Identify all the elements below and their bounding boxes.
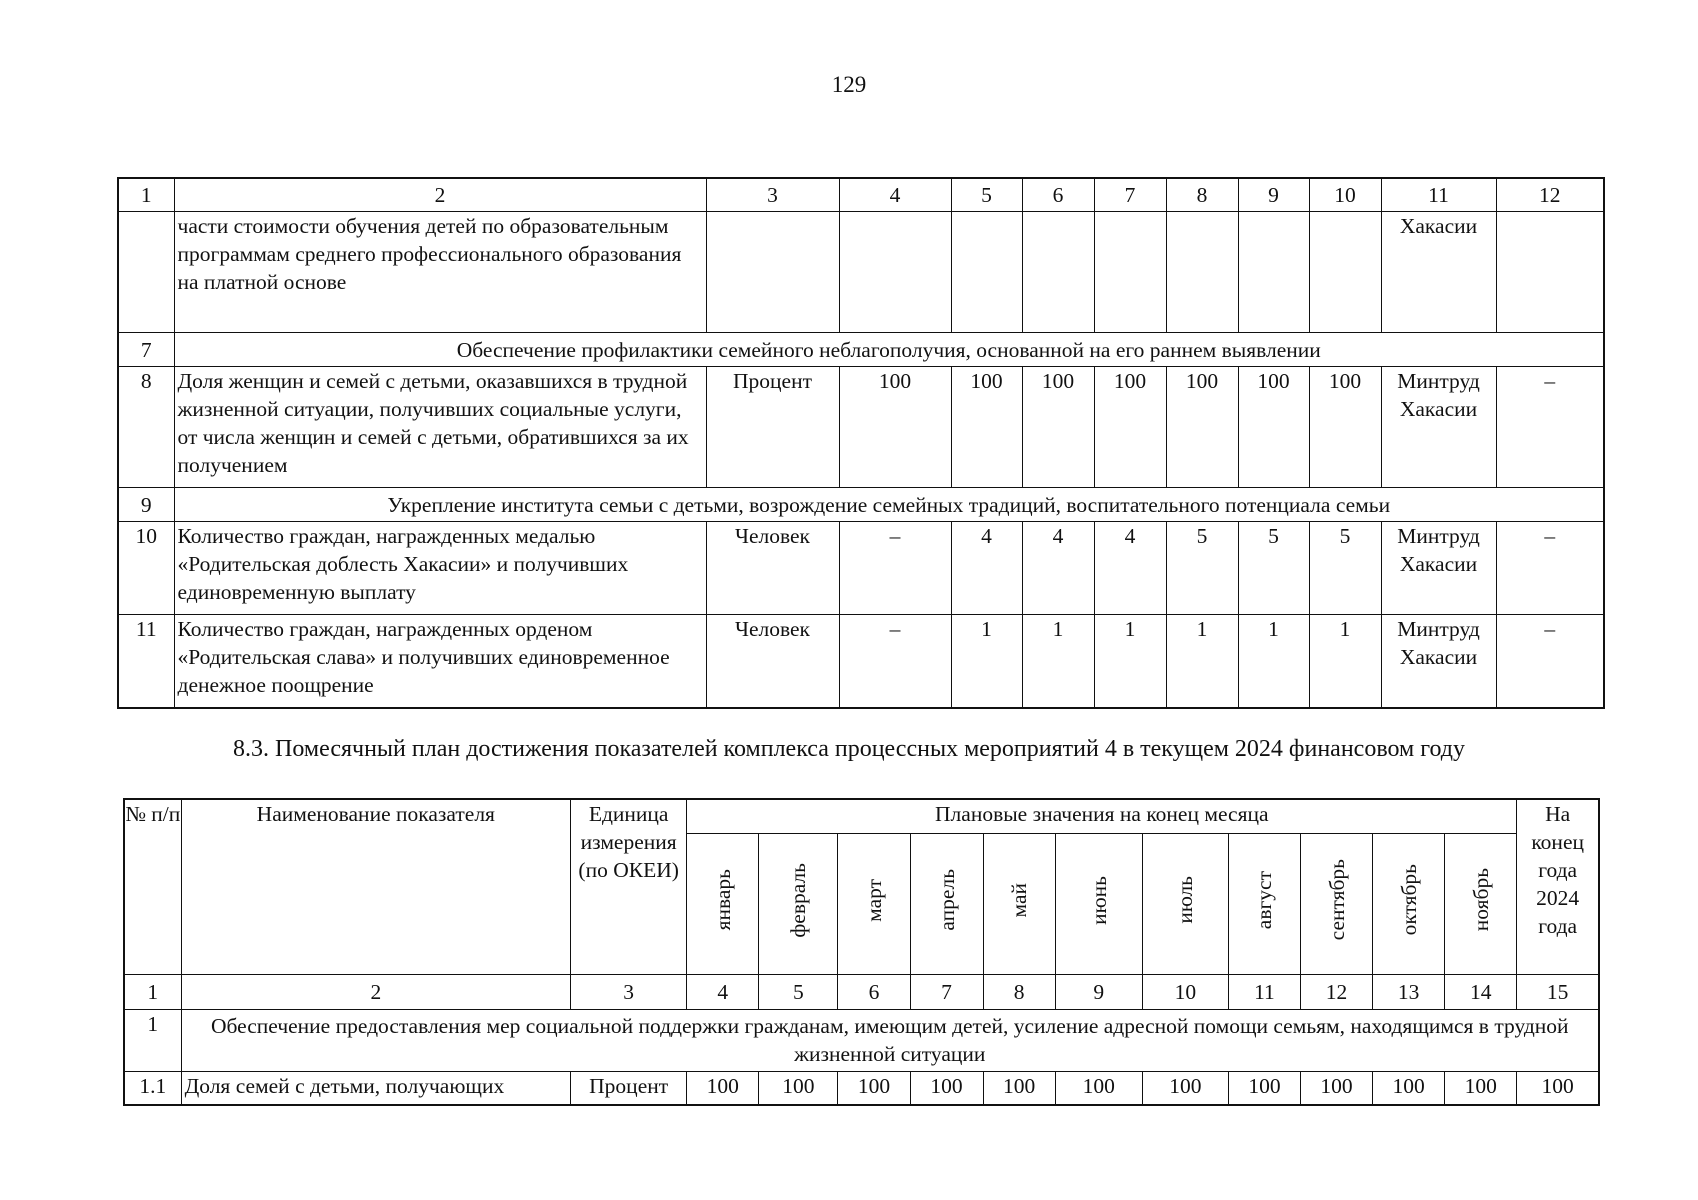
col-header-unit: Единица измерения (по ОКЕИ): [571, 799, 687, 974]
value-cell: 100: [951, 367, 1022, 488]
indicator-name-cell: части стоимости обучения детей по образовательным программам среднего профессионального образования на платной основе: [174, 212, 706, 333]
value-cell: 100: [687, 1071, 759, 1105]
unit-cell: Человек: [706, 522, 839, 615]
value-cell: 100: [1517, 1071, 1599, 1105]
value-cell: 100: [1055, 1071, 1142, 1105]
column-number: 13: [1373, 974, 1445, 1009]
value-cell: 4: [1094, 522, 1166, 615]
column-number: 1: [124, 974, 181, 1009]
indicator-name-cell: Доля семей с детьми, получающих: [181, 1071, 571, 1105]
table-row: [124, 1071, 1599, 1105]
monthly-plan-table: [123, 798, 1600, 1106]
month-header: май: [983, 833, 1055, 974]
value-cell: 5: [1309, 522, 1381, 615]
value-cell: 100: [983, 1071, 1055, 1105]
month-header: август: [1228, 833, 1300, 974]
column-number: 8: [983, 974, 1055, 1009]
indicators-table: [117, 177, 1605, 709]
row-num-cell: 11: [118, 615, 174, 708]
row-num-cell: 9: [118, 488, 174, 522]
value-cell: 100: [1445, 1071, 1517, 1105]
table-row: [118, 522, 1604, 615]
value-cell: –: [839, 615, 951, 708]
header-cell: 4: [839, 178, 951, 212]
section-title-cell: Обеспечение предоставления мер социальной поддержки гражданам, имеющим детей, усиление адресной помощи семьям, находящимся в трудной жизненной ситуации: [181, 1009, 1599, 1071]
column-number: 6: [838, 974, 910, 1009]
unit-cell: Человек: [706, 615, 839, 708]
table-header-row: [124, 799, 1599, 833]
value-cell: 1: [951, 615, 1022, 708]
section-row: [118, 333, 1604, 367]
info-system-cell: –: [1496, 522, 1604, 615]
row-num-cell: 1: [124, 1009, 181, 1071]
agency-cell: Минтруд Хакасии: [1381, 615, 1496, 708]
value-cell: 100: [1166, 367, 1238, 488]
header-cell: 12: [1496, 178, 1604, 212]
month-header: февраль: [759, 833, 838, 974]
month-header: июль: [1142, 833, 1228, 974]
table-row: [118, 367, 1604, 488]
col-header-name: Наименование показателя: [181, 799, 571, 974]
month-header: апрель: [910, 833, 983, 974]
indicator-name-cell: Доля женщин и семей с детьми, оказавшихся в трудной жизненной ситуации, получивших социальные услуги, от числа женщин и семей с детьми, обратившихся за их получением: [174, 367, 706, 488]
value-cell: 100: [1228, 1071, 1300, 1105]
section-row: [118, 488, 1604, 522]
indicator-name-cell: Количество граждан, награжденных медалью «Родительская доблесть Хакасии» и получивших единовременную выплату: [174, 522, 706, 615]
row-num-cell: [118, 212, 174, 333]
value-cell: 100: [910, 1071, 983, 1105]
row-num-cell: 10: [118, 522, 174, 615]
header-cell: 11: [1381, 178, 1496, 212]
section-title-cell: Обеспечение профилактики семейного неблагополучия, основанной на его раннем выявлении: [174, 333, 1604, 367]
value-cell: 100: [1094, 367, 1166, 488]
value-cell: 100: [759, 1071, 838, 1105]
value-cell: 1: [1022, 615, 1094, 708]
value-cell: 5: [1166, 522, 1238, 615]
column-number: 2: [181, 974, 571, 1009]
value-cell: 1: [1166, 615, 1238, 708]
header-cell: 1: [118, 178, 174, 212]
value-cell: 100: [1309, 367, 1381, 488]
agency-cell: Минтруд Хакасии: [1381, 367, 1496, 488]
section-row: [124, 1009, 1599, 1071]
value-cell: 100: [1022, 367, 1094, 488]
info-system-cell: –: [1496, 367, 1604, 488]
header-cell: 6: [1022, 178, 1094, 212]
value-cell: 100: [838, 1071, 910, 1105]
agency-cell: Хакасии: [1381, 212, 1496, 333]
row-num-cell: 7: [118, 333, 174, 367]
header-cell: 2: [174, 178, 706, 212]
value-cell: 100: [1301, 1071, 1373, 1105]
header-cell: 3: [706, 178, 839, 212]
value-cell: –: [839, 522, 951, 615]
table-row: [118, 212, 1604, 333]
row-num-cell: 8: [118, 367, 174, 488]
value-cell: 4: [951, 522, 1022, 615]
value-cell: 1: [1094, 615, 1166, 708]
column-number: 14: [1445, 974, 1517, 1009]
col-header-end: На конец года 2024 года: [1517, 799, 1599, 974]
info-system-cell: –: [1496, 615, 1604, 708]
column-number: 11: [1228, 974, 1300, 1009]
col-header-plan: Плановые значения на конец месяца: [687, 799, 1517, 833]
header-cell: 5: [951, 178, 1022, 212]
month-header: июнь: [1055, 833, 1142, 974]
column-number: 15: [1517, 974, 1599, 1009]
col-header-num: № п/п: [124, 799, 181, 974]
header-cell: 8: [1166, 178, 1238, 212]
table-header-row: [118, 178, 1604, 212]
value-cell: 1: [1238, 615, 1309, 708]
agency-cell: Минтруд Хакасии: [1381, 522, 1496, 615]
header-cell: 9: [1238, 178, 1309, 212]
column-number: 7: [910, 974, 983, 1009]
value-cell: 1: [1309, 615, 1381, 708]
section-title-cell: Укрепление института семьи с детьми, возрождение семейных традиций, воспитательного потенциала семьи: [174, 488, 1604, 522]
header-cell: 7: [1094, 178, 1166, 212]
page-number: 129: [831, 72, 867, 97]
column-numbers-row: [124, 974, 1599, 1009]
column-number: 3: [571, 974, 687, 1009]
column-number: 10: [1142, 974, 1228, 1009]
row-num-cell: 1.1: [124, 1071, 181, 1105]
table-row: [118, 615, 1604, 708]
value-cell: 100: [1142, 1071, 1228, 1105]
column-number: 5: [759, 974, 838, 1009]
value-cell: 5: [1238, 522, 1309, 615]
value-cell: 100: [1373, 1071, 1445, 1105]
month-header: март: [838, 833, 910, 974]
value-cell: 100: [1238, 367, 1309, 488]
unit-cell: Процент: [706, 367, 839, 488]
section-heading: 8.3. Помесячный план достижения показателей комплекса процессных мероприятий 4 в текущем 2024 финансовом году: [233, 736, 1465, 762]
column-number: 4: [687, 974, 759, 1009]
month-header: сентябрь: [1301, 833, 1373, 974]
column-number: 12: [1301, 974, 1373, 1009]
unit-cell: Процент: [571, 1071, 687, 1105]
value-cell: 100: [839, 367, 951, 488]
value-cell: 4: [1022, 522, 1094, 615]
month-header: ноябрь: [1445, 833, 1517, 974]
header-cell: 10: [1309, 178, 1381, 212]
month-header: октябрь: [1373, 833, 1445, 974]
indicator-name-cell: Количество граждан, награжденных орденом «Родительская слава» и получивших единовременное денежное поощрение: [174, 615, 706, 708]
month-header: январь: [687, 833, 759, 974]
column-number: 9: [1055, 974, 1142, 1009]
